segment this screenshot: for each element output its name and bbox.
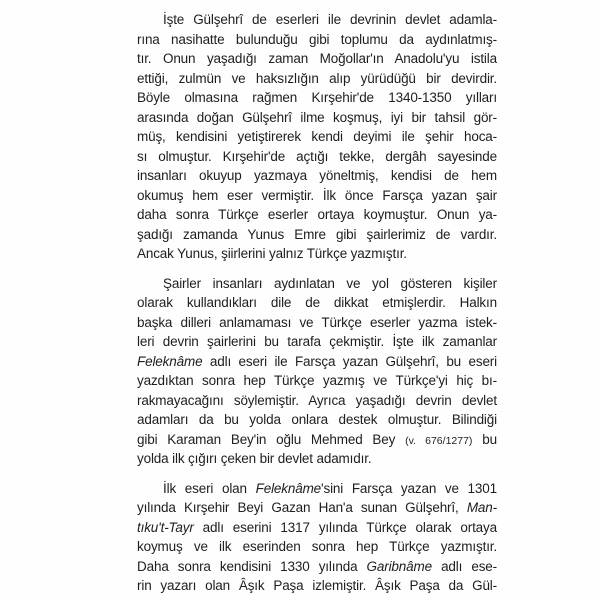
text-line — [137, 225, 497, 245]
text-line — [137, 391, 497, 411]
text-segment: Daha sonra kendisini 1330 yılında — [137, 558, 367, 574]
text-line — [137, 410, 497, 430]
text-line — [137, 430, 497, 450]
text-line — [137, 352, 497, 372]
text-segment: okumuş hem eser vermiştir. İlk önce Farsça yazan şair — [137, 187, 497, 203]
text-segment: Böyle olmasına rağmen Kırşehir'de 1340-1350 yılları — [137, 90, 497, 105]
text-line — [137, 88, 497, 108]
text-line — [137, 537, 497, 557]
text-segment: Garibnâme — [366, 558, 432, 574]
text-segment: Feleknâme — [255, 480, 322, 496]
text-line — [137, 147, 497, 167]
text-segment: İlk eseri olan — [163, 480, 256, 496]
text-line — [137, 371, 497, 391]
text-segment: Ancak Yunus, şiirlerini yalnız Türkçe yazmıştır. — [137, 246, 407, 261]
text-line — [137, 30, 497, 50]
text-line — [137, 186, 497, 206]
text-segment: bu — [472, 431, 497, 447]
text-segment: başka dilleri anlamaması ve Türkçe eserler yazma istek- — [137, 314, 497, 330]
text-line — [137, 108, 497, 128]
text-line — [137, 332, 497, 352]
text-line — [137, 293, 497, 313]
text-line — [137, 449, 497, 469]
text-segment: koymuş ve ilk eserinden sonra hep Türkçe yazmıştır. — [137, 539, 497, 554]
text-line — [137, 205, 497, 225]
paragraph — [137, 10, 497, 264]
text-line — [137, 166, 497, 186]
text-segment: adlı eserini 1317 yılında Türkçe olarak ortaya — [193, 519, 497, 535]
text-line — [137, 576, 497, 596]
text-segment: rına nasihatte bulunduğu gibi toplumu da aydınlatmış- — [137, 31, 497, 47]
text-segment: 'sini Farsça yazan ve 1301 — [321, 480, 497, 496]
text-segment: insanları okuyup yazmaya yöneltmiş, kendisi de hem — [137, 168, 497, 183]
text-segment: tıku't-Tayr — [137, 519, 194, 535]
text-segment: yolda ilk çığırı çeken bir devlet adamıdır. — [137, 451, 372, 466]
text-segment: sı olmuştur. Kırşehir'de açtığı tekke, dergâh sayesinde — [137, 148, 497, 164]
text-line — [137, 498, 497, 518]
text-segment: Man- — [466, 500, 497, 515]
text-segment: adamları da bu yolda onlara destek olmuştur. Bilindiği — [137, 412, 497, 427]
text-segment: arasında doğan Gülşehrî ilme koşmuş, iyi bir tahsil gör- — [137, 109, 497, 125]
text-segment: adlı ese- — [431, 558, 497, 574]
paragraph — [137, 274, 497, 469]
text-line — [137, 69, 497, 89]
text-segment: ettiği, zulmün ve haksızlığın alıp yürüdüğü bir devirdir. — [137, 70, 497, 86]
text-segment: Şairler insanları aydınlatan ve yol gösteren kişiler — [163, 275, 497, 291]
text-segment: (v. 676/1277) — [405, 434, 473, 447]
text-segment: şadığı zamanda Yunus Emre gibi şairlerimiz de vardır. — [137, 226, 497, 242]
text-segment: rin yazarı olan Âşık Paşa izlemiştir. Âşık Paşa da Gül- — [137, 578, 497, 593]
text-line — [137, 557, 497, 577]
text-block — [137, 10, 497, 596]
text-segment: Feleknâme — [137, 353, 203, 369]
text-segment: yılında Kırşehir Beyi Gazan Han'a sunan Gülşehrî, — [137, 500, 467, 515]
text-segment: tır. Onun yaşadığı zaman Moğollar'ın Anadolu'yu istila — [137, 51, 497, 66]
text-line — [137, 518, 497, 538]
text-line — [137, 10, 497, 30]
text-line — [137, 313, 497, 333]
paragraph — [137, 479, 497, 596]
text-line — [137, 49, 497, 69]
text-line — [137, 127, 497, 147]
text-line — [137, 244, 497, 264]
text-segment: yazdıktan sonra hep Türkçe yazmış ve Türkçe'yi hiç bı- — [137, 373, 497, 388]
text-segment: olarak kullandıkları dile de dikkat etmişlerdir. Halkın — [137, 295, 497, 310]
text-line — [137, 479, 497, 499]
text-segment: gibi Karaman Bey'in oğlu Mehmed Bey — [137, 431, 406, 447]
text-segment: adlı eseri ile Farsça yazan Gülşehrî, bu eseri — [202, 353, 497, 369]
text-segment: leri devrin şairlerini bu tarafa çekmiştir. İşte ilk zamanlar — [137, 334, 497, 349]
text-segment: müş, kendisini yetiştirerek kendi deyimi ile şehir hoca- — [137, 129, 497, 144]
text-segment: rakmayacağını söylemiştir. Ayrıca yaşadığı devrin devlet — [137, 392, 497, 408]
text-segment: daha sonra Türkçe eserler ortaya koymuştur. Onun ya- — [137, 207, 497, 222]
text-line — [137, 274, 497, 294]
text-segment: İşte Gülşehrî de eserleri ile devrinin devlet adamla- — [163, 12, 497, 27]
